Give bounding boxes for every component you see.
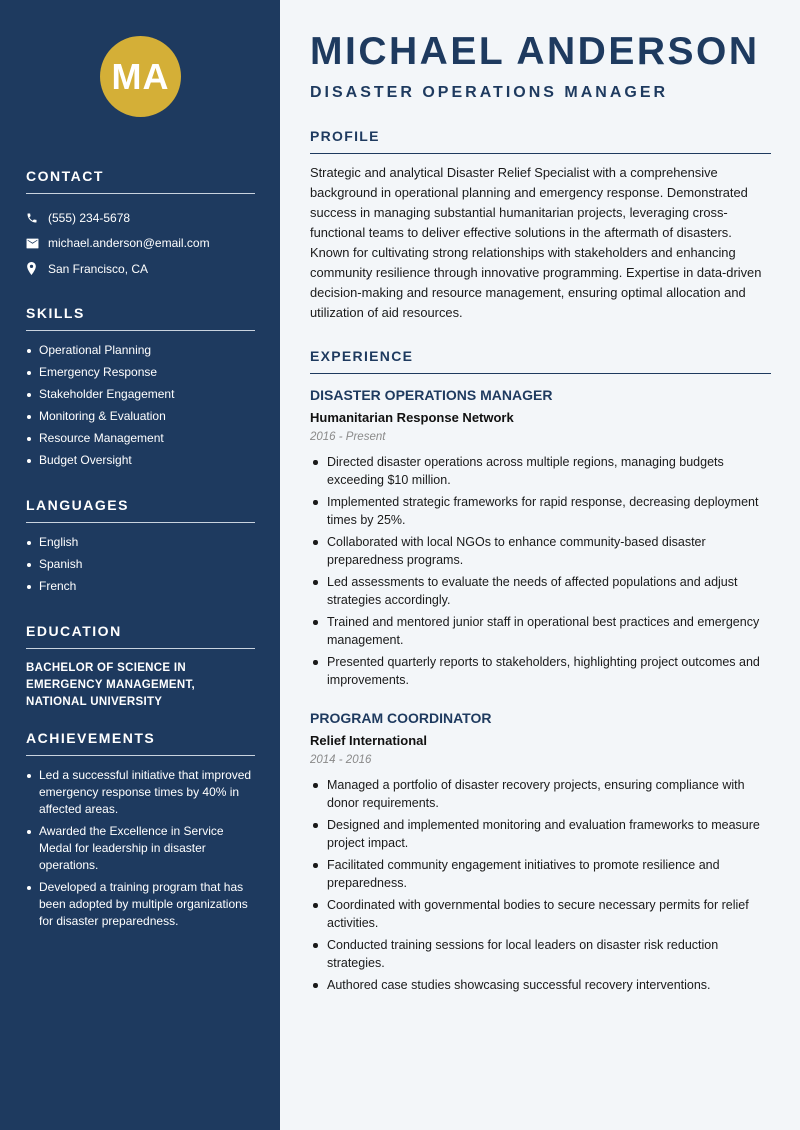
job-bullet: Authored case studies showcasing successful recovery interventions. (310, 976, 771, 994)
job-bullets (310, 776, 771, 994)
profile-heading: PROFILE (310, 128, 771, 154)
job-company: Humanitarian Response Network (310, 410, 514, 425)
job-title: DISASTER OPERATIONS MANAGER (310, 387, 553, 403)
avatar: MA (100, 36, 181, 117)
skills-section (26, 305, 255, 474)
education-section (26, 623, 255, 711)
skill-item: Budget Oversight (26, 452, 255, 469)
job-bullet: Designed and implemented monitoring and evaluation frameworks to measure project impact. (310, 816, 771, 852)
job-bullet: Directed disaster operations across multiple regions, managing budgets exceeding $10 million. (310, 453, 771, 489)
sidebar (0, 0, 280, 1130)
skill-item: Monitoring & Evaluation (26, 408, 255, 425)
email-icon (26, 238, 48, 249)
job-dates: 2016 - Present (310, 431, 386, 443)
contact-item-phone (26, 205, 255, 231)
job-bullet: Implemented strategic frameworks for rapid response, decreasing deployment times by 25%. (310, 493, 771, 529)
language-item: English (26, 534, 255, 551)
education-heading: EDUCATION (26, 623, 255, 649)
job-company: Relief International (310, 733, 428, 748)
achievements-heading: ACHIEVEMENTS (26, 730, 255, 756)
candidate-title: DISASTER OPERATIONS MANAGER (310, 84, 669, 101)
job-title: PROGRAM COORDINATOR (310, 710, 492, 726)
experience-heading: EXPERIENCE (310, 348, 771, 374)
contact-email[interactable]: michael.anderson@email.com (48, 236, 210, 251)
job-bullets (310, 453, 771, 689)
language-item: Spanish (26, 556, 255, 573)
contact-phone[interactable]: (555) 234-5678 (48, 210, 131, 225)
education-degree: BACHELOR OF SCIENCE IN EMERGENCY MANAGEMENT, NATIONAL UNIVERSITY (26, 662, 196, 708)
contact-location: San Francisco, CA (48, 261, 149, 276)
job-dates: 2014 - 2016 (310, 754, 372, 766)
languages-list (26, 534, 255, 595)
job-bullet: Managed a portfolio of disaster recovery projects, ensuring compliance with donor requirements. (310, 776, 771, 812)
skills-list (26, 342, 255, 469)
job-bullet: Presented quarterly reports to stakeholders, highlighting project outcomes and improvements. (310, 653, 771, 689)
language-item: French (26, 578, 255, 595)
achievement-item: Awarded the Excellence in Service Medal for leadership in disaster operations. (26, 823, 255, 874)
location-icon (26, 262, 48, 275)
job-entry (310, 709, 771, 998)
languages-section (26, 497, 255, 600)
job-bullet: Collaborated with local NGOs to enhance community-based disaster preparedness programs. (310, 533, 771, 569)
contact-item-email (26, 231, 255, 257)
contact-heading: CONTACT (26, 168, 255, 194)
job-bullet: Coordinated with governmental bodies to secure necessary permits for relief activities. (310, 896, 771, 932)
skill-item: Stakeholder Engagement (26, 386, 255, 403)
achievements-section (26, 730, 255, 935)
profile-text: Strategic and analytical Disaster Relief Specialist with a comprehensive background in operational planning and emergency response. Demonstrated success in managing substantial humanitarian projects, leveraging cross-functional teams to deliver effective solutions in the aftermath of disasters. Known for cultivating strong relationships with stakeholders and enhancing community resilience through innovative programming. Expertise in data-driven decision-making and resource management, ensuring optimal allocation and utilization of aid resources. (310, 165, 762, 320)
job-bullet: Conducted training sessions for local leaders on disaster risk reduction strategies. (310, 936, 771, 972)
skill-item: Resource Management (26, 430, 255, 447)
job-bullet: Facilitated community engagement initiatives to promote resilience and preparedness. (310, 856, 771, 892)
contact-item-location (26, 256, 255, 282)
skill-item: Emergency Response (26, 364, 255, 381)
job-entry (310, 386, 771, 693)
job-bullet: Trained and mentored junior staff in operational best practices and emergency management. (310, 613, 771, 649)
contact-section (26, 168, 255, 282)
skill-item: Operational Planning (26, 342, 255, 359)
languages-heading: LANGUAGES (26, 497, 255, 523)
job-bullet: Led assessments to evaluate the needs of affected populations and adjust strategies accordingly. (310, 573, 771, 609)
achievements-list (26, 767, 255, 930)
candidate-name: MICHAEL ANDERSON (310, 30, 760, 73)
skills-heading: SKILLS (26, 305, 255, 331)
phone-icon (26, 212, 48, 224)
achievement-item: Led a successful initiative that improved emergency response times by 40% in affected areas. (26, 767, 255, 818)
achievement-item: Developed a training program that has been adopted by multiple organizations for disaster preparedness. (26, 879, 255, 930)
contact-list (26, 205, 255, 282)
